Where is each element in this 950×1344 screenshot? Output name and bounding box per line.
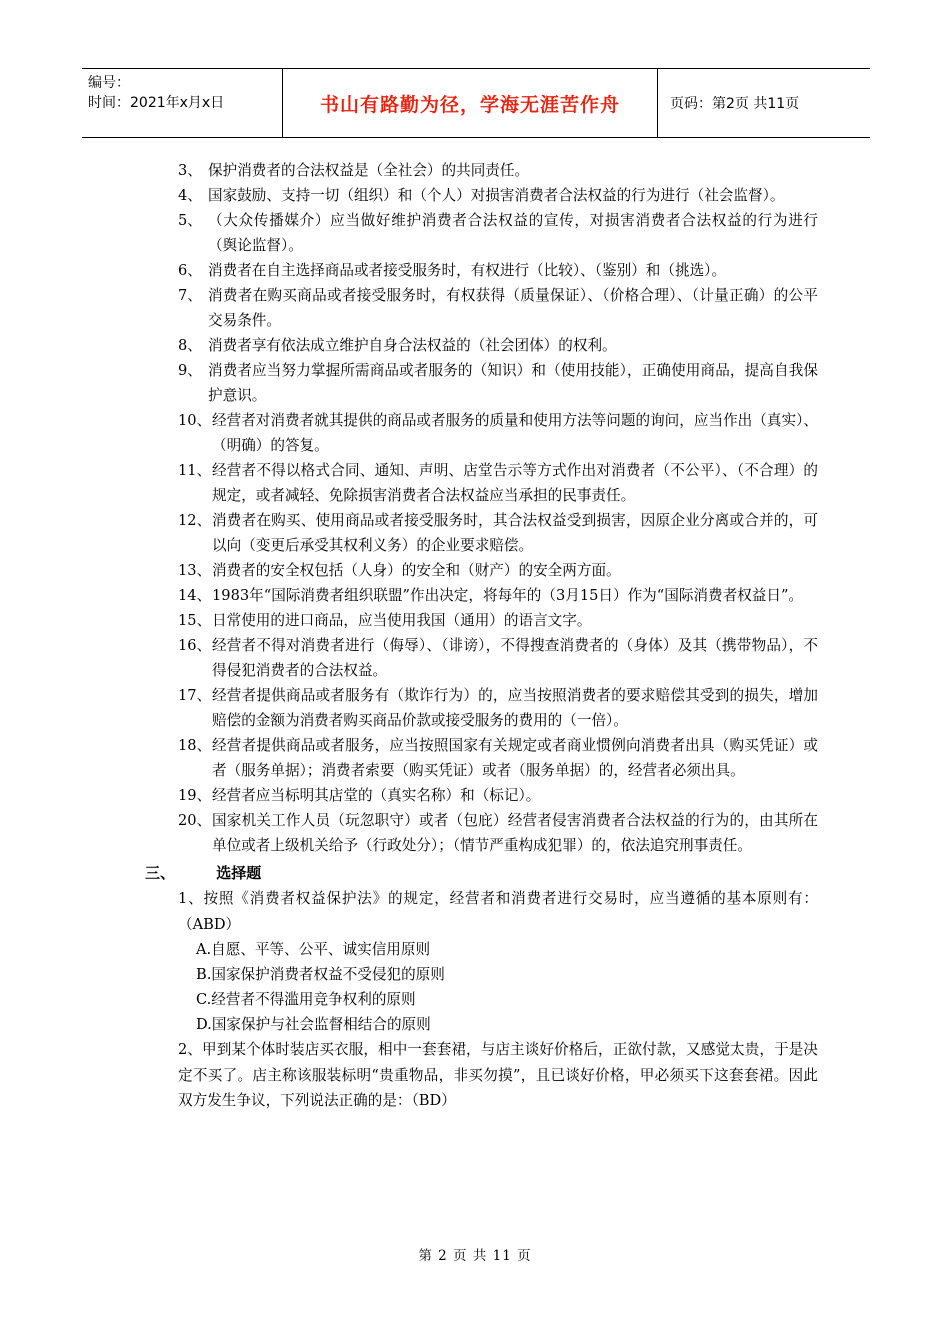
page-footer: 第 2 页 共 11 页: [418, 1248, 532, 1264]
list-item: [178, 608, 818, 633]
list-item: [178, 408, 818, 458]
item-text: 国家鼓励、支持一切（组织）和（个人）对损害消费者合法权益的行为进行（社会监督）。: [208, 187, 785, 204]
list-item: [178, 158, 818, 183]
item-text: 经营者应当标明其店堂的（真实名称）和（标记）。: [212, 787, 541, 804]
item-text: 消费者应当努力掌握所需商品或者服务的（知识）和（使用技能），正确使用商品，提高自我保护意识。: [208, 362, 818, 404]
item-text: 保护消费者的合法权益是（全社会）的共同责任。: [208, 162, 530, 179]
list-item: [178, 183, 818, 208]
question-1: 1、按照《消费者权益保护法》的规定，经营者和消费者进行交易时，应当遵循的基本原则有：（ABD）: [178, 890, 818, 933]
item-text: 消费者在购买商品或者接受服务时，有权获得（质量保证）、（价格合理）、（计量正确）的公平交易条件。: [208, 287, 818, 329]
list-item: [178, 733, 818, 783]
header-motto-cell: [282, 69, 658, 137]
document-body: [0, 158, 950, 1114]
header-page-info: 页码：第2页 共11页: [670, 96, 800, 112]
section-title: 选择题: [216, 864, 262, 882]
item-number: 4、: [178, 187, 202, 204]
item-number: 3、: [178, 162, 202, 179]
item-number: 5、: [178, 212, 202, 229]
item-text: 1983年“国际消费者组织联盟”作出决定，将每年的（3月15日）作为“国际消费者权益日”。: [212, 587, 804, 604]
page-header: [82, 68, 870, 138]
serial-label: 编号：: [88, 75, 130, 91]
item-number: 15、: [178, 612, 212, 629]
item-number: 10、: [178, 412, 212, 429]
item-number: 6、: [178, 262, 202, 279]
item-number: 13、: [178, 562, 212, 579]
section-number: 三、: [145, 864, 176, 882]
item-number: 16、: [178, 637, 212, 654]
list-item: [178, 683, 818, 733]
item-text: 经营者提供商品或者服务有（欺诈行为）的，应当按照消费者的要求赔偿其受到的损失，增加赔偿的金额为消费者购买商品价款或接受服务的费用的（一倍）。: [212, 687, 818, 729]
question-1-option-d: D.国家保护与社会监督相结合的原则: [196, 1016, 431, 1033]
header-meta: [82, 69, 282, 137]
item-text: 日常使用的进口商品，应当使用我国（通用）的语言文字。: [212, 612, 592, 629]
item-text: 经营者对消费者就其提供的商品或者服务的质量和使用方法等问题的询问，应当作出（真实）、（明确）的答复。: [212, 412, 818, 454]
list-item: [178, 633, 818, 683]
item-number: 8、: [178, 337, 202, 354]
item-number: 17、: [178, 687, 212, 704]
list-item: [178, 808, 818, 858]
item-text: 经营者提供商品或者服务，应当按照国家有关规定或者商业惯例向消费者出具（购买凭证）或者（服务单据）；消费者索要（购买凭证）或者（服务单据）的，经营者必须出具。: [212, 737, 818, 779]
list-item: [178, 558, 818, 583]
fill-in-list: [0, 158, 950, 858]
list-item: [178, 508, 818, 558]
item-text: 经营者不得以格式合同、通知、声明、店堂告示等方式作出对消费者（不公平）、（不合理）的规定，或者减轻、免除损害消费者合法权益应当承担的民事责任。: [212, 462, 818, 504]
item-number: 14、: [178, 587, 212, 604]
item-text: 国家机关工作人员（玩忽职守）或者（包庇）经营者侵害消费者合法权益的行为的，由其所在单位或者上级机关给予（行政处分）；（情节严重构成犯罪）的，依法追究刑事责任。: [212, 812, 818, 854]
item-text: 经营者不得对消费者进行（侮辱）、（诽谤），不得搜查消费者的（身体）及其（携带物品），不得侵犯消费者的合法权益。: [212, 637, 818, 679]
list-item: [178, 283, 818, 333]
item-text: 消费者在自主选择商品或者接受服务时，有权进行（比较）、（鉴别）和（挑选）。: [208, 262, 727, 279]
motto-text: 书山有路勤为径，学海无涯苦作舟: [319, 93, 620, 116]
date-label: 时间：2021年x月x日: [88, 95, 225, 111]
item-number: 9、: [178, 362, 202, 379]
list-item: [178, 583, 818, 608]
question-1-option-a: A.自愿、平等、公平、诚实信用原则: [196, 941, 431, 958]
list-item: [178, 333, 818, 358]
item-number: 11、: [178, 462, 212, 479]
item-text: （大众传播媒介）应当做好维护消费者合法权益的宣传，对损害消费者合法权益的行为进行（舆论监督）。: [208, 212, 818, 254]
list-item: [178, 258, 818, 283]
item-number: 12、: [178, 512, 212, 529]
item-text: 消费者的安全权包括（人身）的安全和（财产）的安全两方面。: [212, 562, 621, 579]
list-item: [178, 458, 818, 508]
item-number: 20、: [178, 812, 212, 829]
section-heading: [145, 860, 950, 886]
item-number: 19、: [178, 787, 212, 804]
list-item: [178, 208, 818, 258]
item-text: 消费者享有依法成立维护自身合法权益的（社会团体）的权利。: [208, 337, 617, 354]
list-item: [178, 358, 818, 408]
question-2: 2、甲到某个体时装店买衣服，相中一套套裙，与店主谈好价格后，正欲付款，又感觉太贵，于是决定不买了。店主称该服装标明“贵重物品，非买勿摸”，且已谈好价格，甲必须买下这套套裙。因此双方发生争议，下列说法正确的是：（BD）: [178, 1041, 818, 1109]
list-item: [178, 783, 818, 808]
item-number: 18、: [178, 737, 212, 754]
item-text: 消费者在购买、使用商品或者接受服务时，其合法权益受到损害，因原企业分离或合并的，可以向（变更后承受其权利义务）的企业要求赔偿。: [212, 512, 818, 554]
item-number: 7、: [178, 287, 202, 304]
question-1-option-b: B.国家保护消费者权益不受侵犯的原则: [196, 966, 445, 983]
question-1-option-c: C.经营者不得滥用竞争权利的原则: [196, 991, 416, 1008]
